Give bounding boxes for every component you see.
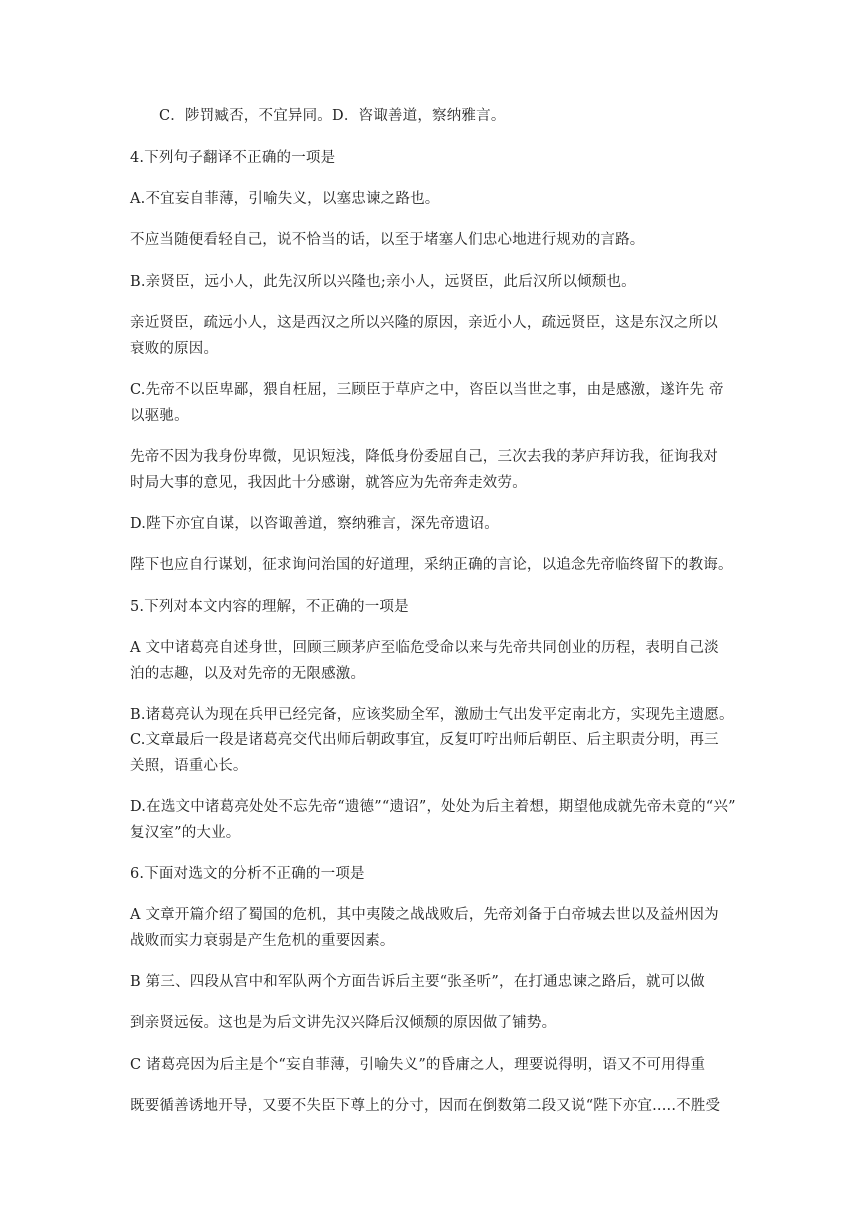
text-line: A 文中诸葛亮自述身世，回顾三顾茅庐至临危受命以来与先帝共同创业的历程，表明自己淡 bbox=[130, 640, 719, 656]
text-line: 衰败的原因。 bbox=[130, 341, 219, 357]
text-line: 泊的志趣，以及对先帝的无限感激。 bbox=[130, 666, 366, 682]
text-line: 6.下面对选文的分析不正确的一项是 bbox=[130, 866, 365, 882]
text-line: D.陛下亦宜自谋，以咨诹善道，察纳雅言，深先帝遗诏。 bbox=[130, 516, 499, 532]
text-line: C 诸葛亮因为后主是个“妄自菲薄，引喻失义”的昏庸之人，理要说得明，语又不可用得重 bbox=[130, 1057, 706, 1073]
text-line: D.在选文中诸葛亮处处不忘先帝“遗德”“遗诏”，处处为后主着想，期望他成就先帝未竟的“兴” bbox=[130, 799, 736, 815]
text-line: 先帝不因为我身份卑微，见识短浅，降低身份委屈自己，三次去我的茅庐拜访我，征询我对 bbox=[130, 449, 718, 465]
text-line: B 第三、四段从宫中和军队两个方面告诉后主要“张圣听”，在打通忠谏之路后，就可以做 bbox=[130, 974, 705, 990]
text-line: 关照，语重心长。 bbox=[130, 758, 248, 774]
text-line: 陛下也应自行谋划，征求询问治国的好道理，采纳正确的言论，以追念先帝临终留下的教诲。 bbox=[130, 557, 733, 573]
text-line: C．陟罚臧否，不宜异同。D．咨诹善道，察纳雅言。 bbox=[159, 108, 506, 124]
text-line: C.文章最后一段是诸葛亮交代出师后朝政事宜，反复叮咛出师后朝臣、后主职责分明，再三 bbox=[130, 732, 719, 748]
text-line: 4.下列句子翻译不正确的一项是 bbox=[130, 150, 336, 166]
text-line: 到亲贤远佞。这也是为后文讲先汉兴降后汉倾颓的原因做了铺势。 bbox=[130, 1015, 557, 1031]
text-line: A.不宜妄自菲薄，引喻失义，以塞忠谏之路也。 bbox=[130, 191, 440, 207]
text-line: 战败而实力衰弱是产生危机的重要因素。 bbox=[130, 933, 395, 949]
text-line: A 文章开篇介绍了蜀国的危机，其中夷陵之战战败后，先帝刘备于白帝城去世以及益州因为 bbox=[130, 907, 719, 923]
text-line: C.先帝不以臣卑鄙，猥自枉屈，三顾臣于草庐之中，咨臣以当世之事，由是感激，遂许先 帝 bbox=[130, 382, 724, 398]
text-line: 既要循善诱地开导，又要不失臣下尊上的分寸，因而在倒数第二段又说“陛下亦宜.....不胜受 bbox=[130, 1098, 721, 1114]
text-line: 时局大事的意见，我因此十分感谢，就答应为先帝奔走效劳。 bbox=[130, 475, 527, 491]
text-line: B.诸葛亮认为现在兵甲已经完备，应该奖励全军，激励士气出发平定南北方，实现先主遗愿。 bbox=[130, 707, 734, 723]
text-line: 亲近贤臣，疏远小人，这是西汉之所以兴隆的原因，亲近小人，疏远贤臣，这是东汉之所以 bbox=[130, 315, 718, 331]
text-line: 复汉室”的大业。 bbox=[130, 825, 241, 841]
text-line: 不应当随便看轻自己，说不恰当的话，以至于堵塞人们忠心地进行规劝的言路。 bbox=[130, 232, 645, 248]
text-line: 以驱驰。 bbox=[130, 408, 189, 424]
text-line: B.亲贤臣，远小人，此先汉所以兴隆也;亲小人，远贤臣，此后汉所以倾颓也。 bbox=[130, 274, 636, 290]
text-line: 5.下列对本文内容的理解，不正确的一项是 bbox=[130, 599, 409, 615]
